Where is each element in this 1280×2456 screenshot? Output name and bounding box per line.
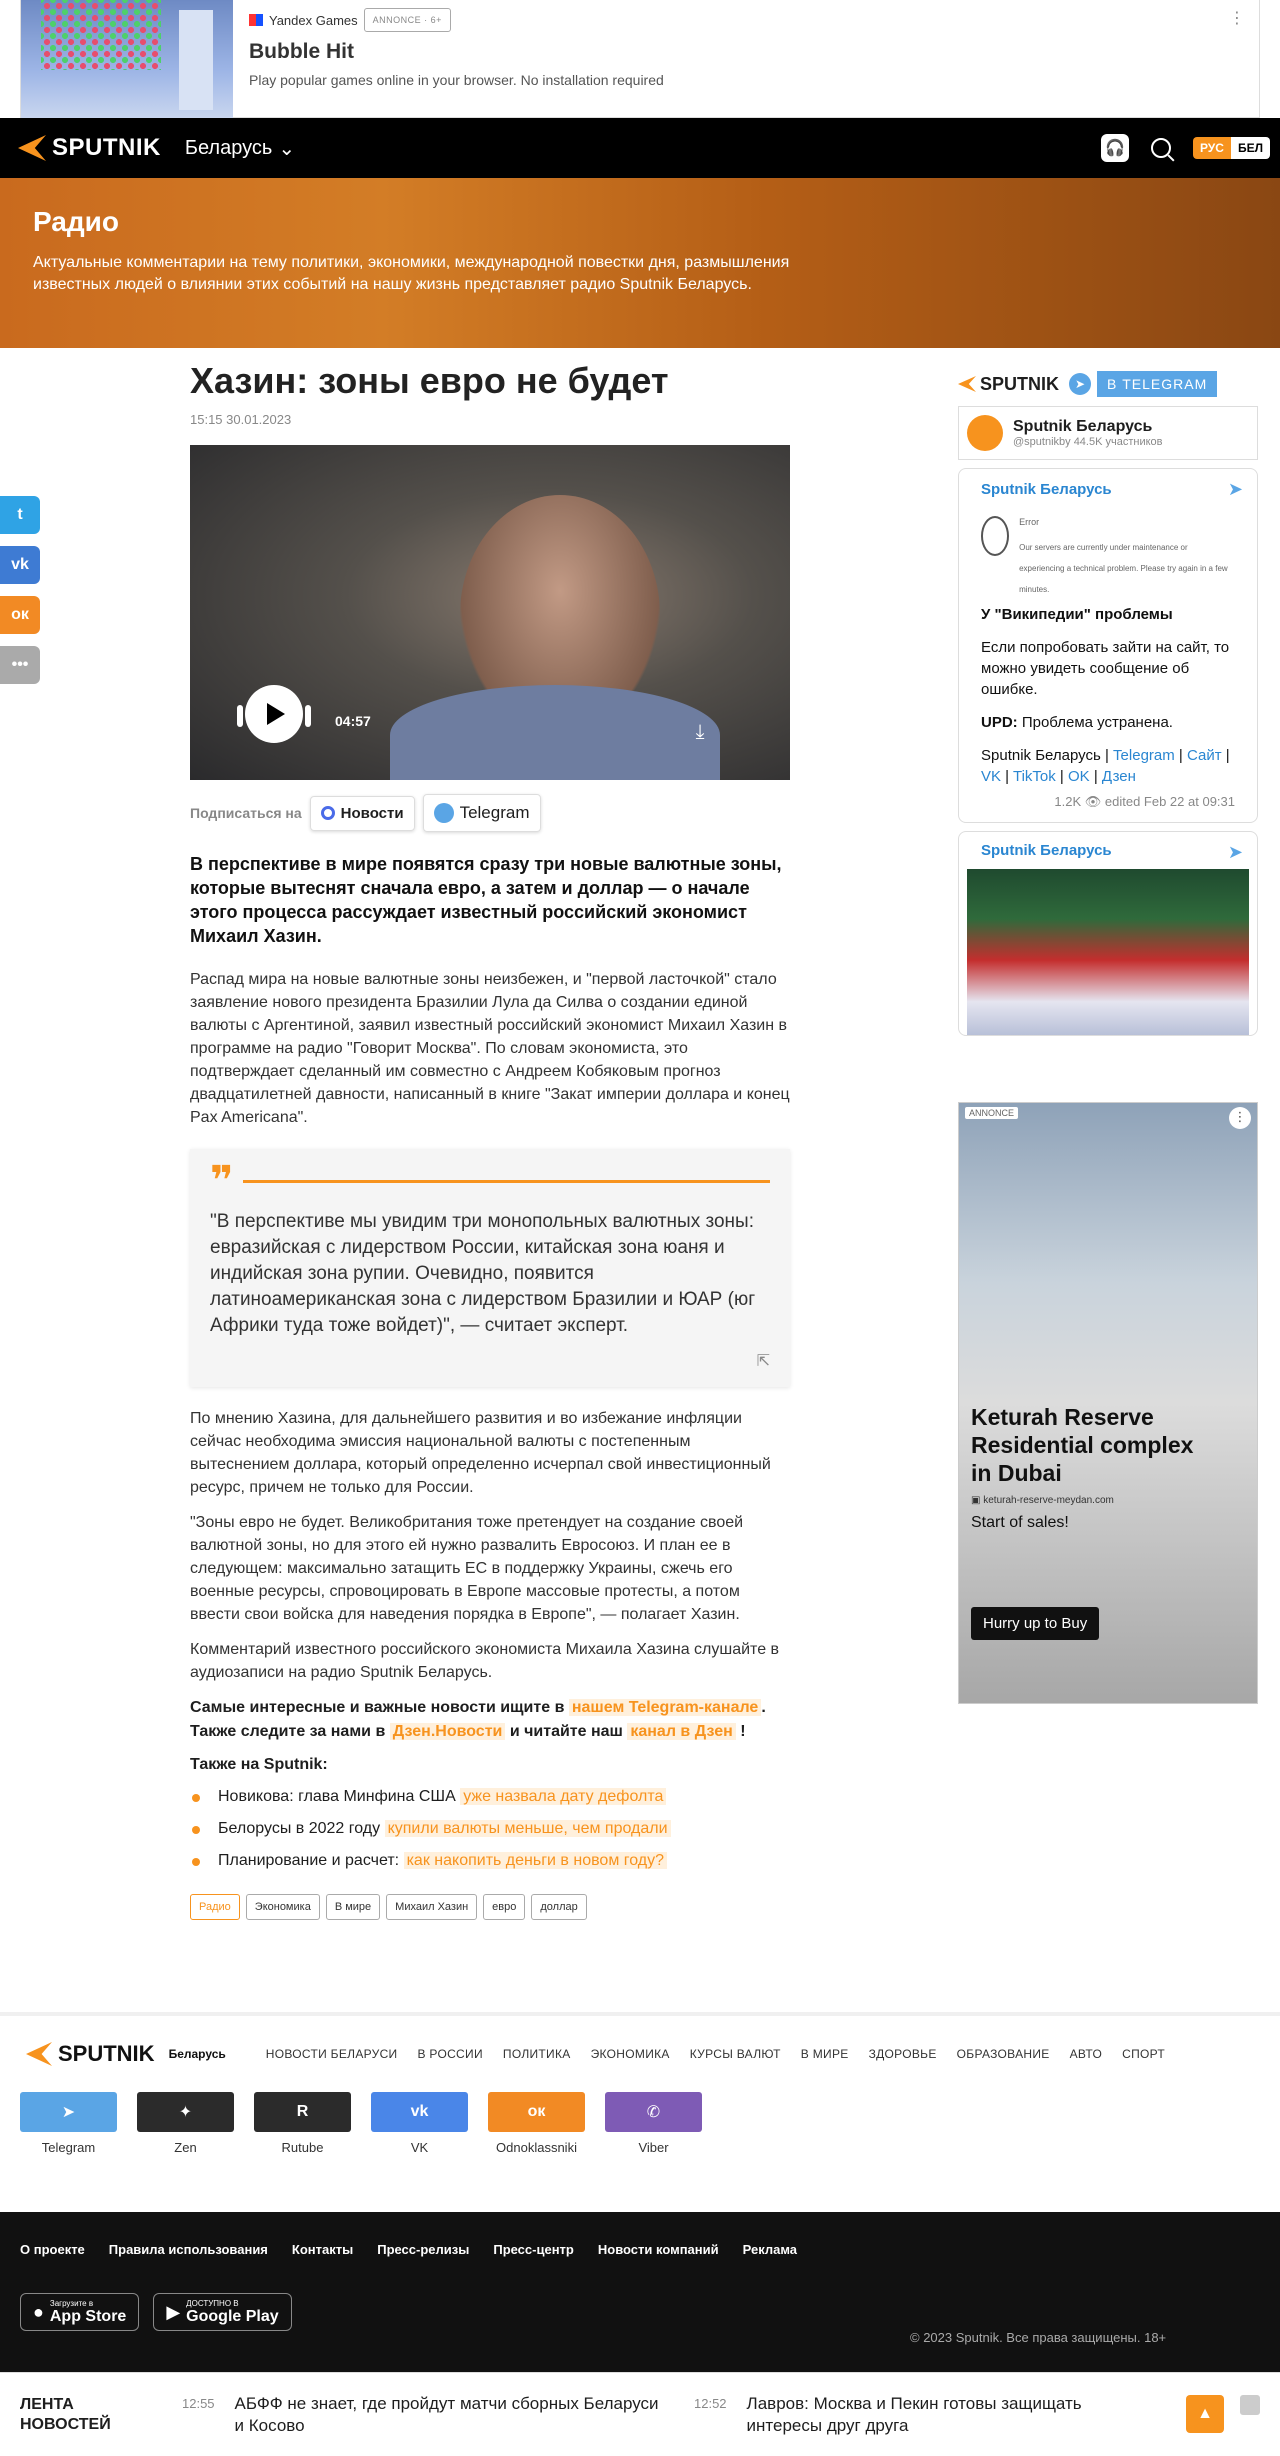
search-icon[interactable] (1151, 138, 1171, 158)
post-author[interactable]: Sputnik Беларусь (981, 481, 1112, 498)
eye-icon: 👁 (1084, 794, 1102, 809)
post-body: Если попробовать зайти на сайт, то можно увидеть сообщение об ошибке. (981, 639, 1230, 698)
twitter-share-button[interactable] (0, 496, 40, 534)
tag-economy[interactable]: Экономика (246, 1894, 320, 1920)
post-photo[interactable] (967, 869, 1249, 1035)
ad-cta-button[interactable]: Hurry up to Buy (971, 1607, 1099, 1640)
footer-nav-item[interactable]: В МИРЕ (800, 2047, 849, 2061)
footer-nav-item[interactable]: СПОРТ (1122, 2047, 1166, 2061)
quote-share-icon[interactable]: ⇱ (756, 1353, 770, 1370)
news-ticker (0, 2372, 1280, 2456)
social-telegram-button[interactable]: ➤ Telegram (20, 2092, 117, 2155)
section-hero (0, 178, 1280, 348)
scroll-up-button[interactable] (1186, 2395, 1224, 2433)
telegram-channel-header[interactable] (958, 406, 1258, 460)
footer-socials (0, 2092, 1280, 2155)
ad-more-icon[interactable]: ⋮ (1229, 1107, 1251, 1129)
footer-nav-item[interactable]: НОВОСТИ БЕЛАРУСИ (265, 2047, 398, 2061)
footer-nav-item[interactable]: ПОЛИТИКА (502, 2047, 571, 2061)
apple-icon: ● (33, 2301, 44, 2322)
subscribe-telegram-button[interactable]: Telegram (423, 794, 541, 832)
vk-icon: vk (11, 556, 29, 573)
rutube-icon: R (254, 2092, 351, 2132)
list-item: Планирование и расчет: как накопить деньги в новом году? (190, 1852, 790, 1870)
list-item: Белорусы в 2022 году купили валюты меньше, чем продали (190, 1820, 790, 1838)
tag-dollar[interactable]: доллар (531, 1894, 586, 1920)
news-icon (321, 806, 335, 820)
footer-link[interactable]: Реклама (742, 2242, 798, 2257)
top-ad-banner[interactable] (20, 0, 1260, 118)
related-link[interactable]: как накопить деньги в новом году? (404, 1852, 667, 1869)
footer-nav-item[interactable]: ЭКОНОМИКА (590, 2047, 670, 2061)
telegram-post (958, 831, 1258, 1036)
telegram-post (958, 468, 1258, 823)
zen-icon: ✦ (137, 2092, 234, 2132)
footer-nav (266, 2047, 1165, 2061)
article-paragraph: По мнению Хазина, для дальнейшего развития и во избежание инфляции сейчас необходима эмиссия национальной валюты с постепенным вытеснением доллара, который определенно исчерпал свой инвестиционный ресурс, причем не только для России. (190, 1410, 771, 1496)
lang-ru-button[interactable]: РУС (1193, 137, 1231, 159)
list-item: Новикова: глава Минфина США уже назвала дату дефолта (190, 1788, 790, 1806)
app-store-button[interactable]: ● Загрузите в App Store (20, 2293, 139, 2331)
ticker-close-icon[interactable] (1240, 2395, 1260, 2415)
article-title: Хазин: зоны евро не будет (190, 360, 669, 401)
google-play-button[interactable]: ▶ ДОСТУПНО В Google Play (153, 2293, 291, 2331)
ad-title[interactable]: Bubble Hit (249, 40, 354, 63)
telegram-icon (434, 803, 454, 823)
channel-avatar (967, 415, 1003, 451)
telegram-channel-link[interactable]: нашем Telegram-канале (569, 1699, 761, 1716)
post-link-ok[interactable]: OK (1068, 768, 1090, 785)
telegram-plane-icon: ➤ (1227, 479, 1243, 499)
post-links: Sputnik Беларусь | Telegram | Сайт | VK | TikTok | OK | Дзен (981, 747, 1230, 785)
chevron-down-icon: ⌄ (278, 137, 296, 160)
vk-icon: vk (371, 2092, 468, 2132)
ticker-item[interactable]: 12:55 АБФФ не знает, где пройдут матчи сборных Беларуси и Косово (182, 2393, 659, 2435)
footer-link[interactable]: Пресс-центр (493, 2242, 574, 2257)
footer-link[interactable]: Контакты (291, 2242, 354, 2257)
viber-icon: ✆ (605, 2092, 702, 2132)
post-link-vk[interactable]: VK (981, 768, 1002, 785)
ad-subtitle: Start of sales! (971, 1514, 1069, 1531)
dzen-channel-link[interactable]: канал в Дзен (627, 1723, 735, 1740)
audio-player (190, 445, 790, 780)
subscribe-label: Подписаться на (190, 805, 302, 821)
widget-brand: SPUTNIK (958, 374, 1059, 395)
more-share-button[interactable] (0, 646, 40, 684)
ok-share-button[interactable] (0, 596, 40, 634)
quote-text: "В перспективе мы увидим три монопольных валютных зоны: евразийская с лидерством России, китайская зона юаня и индийская зона рупии. Очевидно, появится латиноамериканская зона с лидерством Бразилии и ЮАР (юг Африки туда тоже войдет)", — считает эксперт. (210, 1211, 756, 1336)
post-link-dzen[interactable]: Дзен (1101, 768, 1136, 785)
article-cta: Самые интересные и важные новости ищите в нашем Telegram-канале . Также следите за нами в Дзен.Новости и читайте наш канал в Дзен ! (190, 1699, 766, 1740)
sputnik-star-icon (26, 2042, 52, 2066)
footer-links (0, 2212, 1280, 2257)
subscribe-news-button[interactable]: Новости (310, 796, 415, 831)
channel-subscribers: @sputnikby 44.5K участников (1013, 436, 1163, 448)
lang-be-button[interactable]: БЕЛ (1231, 137, 1270, 159)
ok-icon: ок (11, 606, 29, 623)
article-quote (190, 1149, 790, 1387)
section-title: Радио (33, 206, 119, 237)
site-header (0, 118, 1280, 178)
social-rutube-button[interactable]: R Rutube (254, 2092, 351, 2155)
quote-icon: ❞ (210, 1159, 234, 1203)
ad-headline: Keturah Reserve Residential complex in Dubai (971, 1404, 1194, 1486)
ad-thumbnail (21, 0, 233, 118)
audio-duration: 04:57 (335, 713, 371, 729)
play-button[interactable] (235, 685, 313, 743)
dzen-news-link[interactable]: Дзен.Новости (390, 1723, 506, 1740)
footer-nav-item[interactable]: АВТО (1069, 2047, 1103, 2061)
article-lead: В перспективе в мире появятся сразу три новые валютные зоны, которые вытеснят сначала евро, а затем и доллар — о начале этого процесса рассуждает известный российский экономист Михаил Хазин. (190, 854, 782, 946)
ticker-item[interactable]: 12:52 Лавров: Москва и Пекин готовы защищать интересы друг друга (694, 2393, 1082, 2435)
post-link-tiktok[interactable]: TikTok (1012, 768, 1056, 785)
region-selector[interactable]: Беларусь ⌄ (184, 136, 296, 160)
copyright: © 2023 Sputnik. Все права защищены. 18+ (910, 2330, 1167, 2345)
tag-khazin[interactable]: Михаил Хазин (386, 1894, 477, 1920)
radio-headphones-icon[interactable]: 🎧 (1101, 134, 1129, 162)
wikimedia-logo-icon (981, 516, 1009, 556)
channel-name: Sputnik Беларусь (1013, 418, 1153, 435)
article-paragraph: "Зоны евро не будет. Великобритания тоже претендует на создание своей валютной зоны, но для этого ей нужно развалить Евросоюз. И план ее в следующем: максимально затащить ЕС в поддержку Украины, сжечь его военные ресурсы, спровоцировать в Европе массовые протесты, а потом ввести свои войска для наведения порядка в Европе", — полагает Хазин. (190, 1514, 744, 1623)
tag-world[interactable]: В мире (326, 1894, 380, 1920)
article-paragraph: Распад мира на новые валютные зоны неизбежен, и "первой ласточкой" стало заявление нового президента Бразилии Лула да Силва о создании единой валюты с Аргентиной, заявил известный российский экономист Михаил Хазин в программе на радио "Говорит Москва". По словам экономиста, это подтверждает сделанный им совместно с Андреем Кобяковым прогноз двадцатилетней давности, написанный в книге "Закат империи доллара и конец Pax Americana". (190, 971, 790, 1126)
ad-tag: ANNONCE · 6+ (364, 8, 451, 32)
article-date: 15:15 30.01.2023 (190, 412, 292, 427)
post-update: UPD: Проблема устранена. (981, 714, 1173, 731)
yandex-games-icon (249, 14, 263, 26)
play-icon (267, 703, 285, 725)
related-link[interactable]: уже назвала дату дефолта (460, 1788, 666, 1805)
sputnik-star-icon (18, 135, 46, 161)
telegram-plane-icon: ➤ (1227, 842, 1243, 862)
download-icon[interactable]: ⤓ (695, 721, 705, 743)
social-zen-button[interactable]: ✦ Zen (137, 2092, 234, 2155)
subscribe-bar (190, 794, 790, 832)
footer-link[interactable]: Новости компаний (597, 2242, 719, 2257)
twitter-icon: t (17, 506, 23, 523)
sidebar-ad[interactable] (958, 1102, 1258, 1704)
tag-euro[interactable]: евро (483, 1894, 525, 1920)
post-meta: 1.2K 👁 edited Feb 22 at 09:31 (1054, 794, 1235, 809)
also-on-sputnik-title: Также на Sputnik: (190, 1756, 328, 1773)
social-vk-button[interactable]: vk VK (371, 2092, 468, 2155)
footer-nav-item[interactable]: КУРСЫ ВАЛЮТ (689, 2047, 781, 2061)
post-link-site[interactable]: Сайт (1186, 747, 1222, 764)
post-headline: У "Википедии" проблемы (981, 606, 1173, 623)
post-link-telegram[interactable]: Telegram (1113, 747, 1175, 764)
ok-icon: ок (488, 2092, 585, 2132)
post-author[interactable]: Sputnik Беларусь (981, 842, 1112, 859)
telegram-widget (958, 368, 1258, 1036)
ad-description: Play popular games online in your browser. No installation required (249, 72, 664, 88)
footer-dark (0, 2212, 1280, 2372)
section-description: Актуальные комментарии на тему политики, экономики, международной повестки дня, размышления известных людей о влиянии этих событий на нашу жизнь представляет радио Sputnik Беларусь. (33, 254, 790, 293)
social-ok-button[interactable]: ок Odnoklassniki (488, 2092, 585, 2155)
ticker-label[interactable]: ЛЕНТА НОВОСТЕЙ (20, 2395, 111, 2433)
footer-nav-item[interactable]: ЗДОРОВЬЕ (868, 2047, 937, 2061)
footer-nav-item[interactable]: ОБРАЗОВАНИЕ (956, 2047, 1050, 2061)
footer-link[interactable]: Правила использования (108, 2242, 268, 2257)
also-on-sputnik-list (190, 1788, 790, 1870)
sputnik-logo[interactable]: SPUTNIK (18, 134, 161, 162)
footer-link[interactable]: О проекте (20, 2242, 85, 2257)
article-tags (190, 1894, 790, 1920)
more-dots-icon: ••• (11, 656, 29, 673)
footer-logo[interactable]: SPUTNIK Беларусь (26, 2041, 226, 2067)
ad-more-icon[interactable]: ⋮ (1229, 10, 1245, 27)
google-play-icon: ▶ (166, 2301, 181, 2322)
ad-source: Yandex Games (269, 12, 358, 28)
telegram-icon: ➤ (1069, 373, 1091, 395)
article (190, 360, 790, 1920)
post-image: Error Our servers are currently under maintenance or experiencing a technical problem. Please try again in a few minutes. (981, 512, 1235, 592)
footer-nav-item[interactable]: В РОССИИ (417, 2047, 483, 2061)
tag-radio[interactable]: Радио (190, 1894, 240, 1920)
sputnik-star-icon (958, 376, 976, 392)
telegram-icon: ➤ (20, 2092, 117, 2132)
language-switch (1193, 137, 1270, 159)
social-viber-button[interactable]: ✆ Viber (605, 2092, 702, 2155)
article-paragraph: Комментарий известного российского экономиста Михаила Хазина слушайте в аудиозаписи на радио Sputnik Беларусь. (190, 1641, 780, 1681)
footer-link[interactable]: Пресс-релизы (377, 2242, 470, 2257)
arrow-up-icon: ▲ (1197, 2405, 1213, 2422)
ad-label: ANNONCE (965, 1107, 1018, 1119)
ad-domain: ▣ keturah-reserve-meydan.com (971, 1495, 1114, 1506)
site-footer (0, 2012, 1280, 2212)
related-link[interactable]: купили валюты меньше, чем продали (385, 1820, 671, 1837)
in-telegram-button[interactable]: В TELEGRAM (1097, 371, 1217, 397)
vk-share-button[interactable] (0, 546, 40, 584)
info-icon: ▣ (971, 1495, 981, 1506)
